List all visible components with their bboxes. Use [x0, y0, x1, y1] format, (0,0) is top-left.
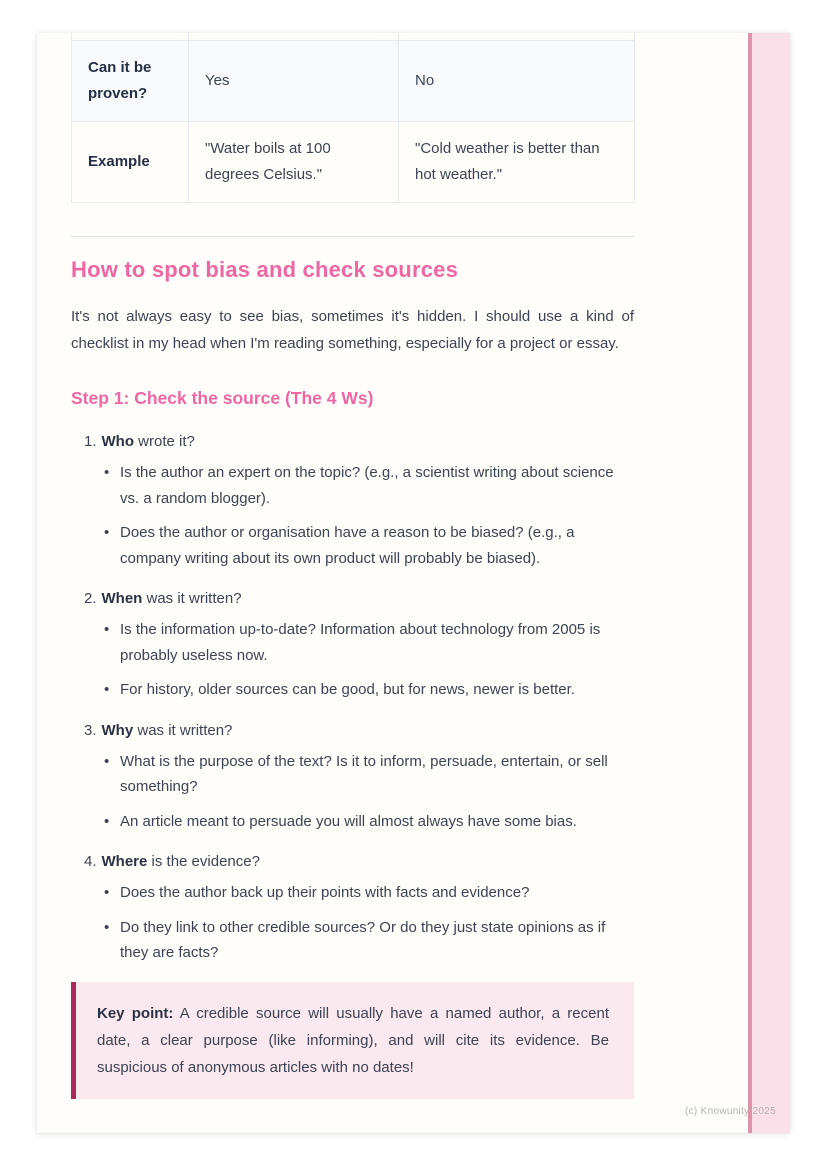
keyword: Where [101, 853, 148, 870]
bullet-icon: • [104, 884, 110, 901]
bullet-item [104, 915, 634, 966]
list-number: 3. [84, 721, 97, 739]
bullet-text: Does the author or organisation have a reason to be biased? (e.g., a company writing about its own product will probably be biased). [120, 524, 575, 567]
checklist-item-when [71, 586, 634, 703]
table-row-proven [72, 41, 635, 122]
bullet-item [104, 749, 634, 800]
table-header-cell: Can it be proven? [72, 41, 189, 122]
bullet-item [104, 809, 634, 835]
table-cell-opinion: "Cold weather is better than hot weather." [399, 122, 635, 203]
keyword: When [101, 590, 143, 607]
bullet-item [104, 617, 634, 668]
bullet-text: Is the author an expert on the topic? (e.g., a scientist writing about science vs. a random blogger). [120, 464, 614, 507]
key-point-callout [71, 982, 634, 1099]
checklist-item-heading [84, 429, 634, 455]
section-heading: How to spot bias and check sources [71, 257, 459, 282]
table-row-example [72, 122, 635, 203]
step-heading: Step 1: Check the source (The 4 Ws) [71, 388, 374, 408]
page-edge-stripe [748, 33, 790, 1133]
checklist-item-where [71, 849, 634, 966]
copyright-notice: (c) Knowunity 2025 [684, 1106, 776, 1117]
checklist-item-who [71, 429, 634, 571]
bullet-icon: • [104, 681, 110, 698]
checklist-item-heading [84, 849, 634, 875]
keyword: Who [101, 433, 134, 450]
bullet-icon: • [104, 464, 110, 481]
keyword-rest: is the evidence? [147, 853, 260, 870]
bullet-icon: • [104, 524, 110, 541]
keyword-rest: wrote it? [134, 433, 195, 450]
section-divider [71, 236, 634, 237]
document-page [37, 33, 790, 1133]
table-header-cell: Example [72, 122, 189, 203]
keyword-rest: was it written? [133, 721, 233, 739]
checklist-item-heading [84, 586, 634, 612]
fact-opinion-table [71, 33, 635, 203]
bullet-item [104, 880, 634, 906]
bullet-icon: • [104, 752, 110, 770]
table-row-clipped [72, 33, 635, 41]
bullet-text: An article meant to persuade you will almost always have some bias. [120, 812, 577, 830]
intro-paragraph: It's not always easy to see bias, sometimes it's hidden. I should use a kind of checklist in my head when I'm reading something, especially for a project or essay. [71, 308, 634, 352]
bullet-text: Do they link to other credible sources? Or do they just state opinions as if they are facts? [120, 918, 606, 961]
table-cell-fact: "Water boils at 100 degrees Celsius." [189, 122, 399, 203]
bullet-icon: • [104, 621, 110, 638]
bullet-icon: • [104, 812, 110, 830]
table-cell-opinion: No [399, 41, 635, 122]
bullet-text: For history, older sources can be good, but for news, newer is better. [120, 681, 575, 698]
checklist-item-heading [84, 718, 634, 744]
bullet-item [104, 460, 634, 511]
bullet-text: What is the purpose of the text? Is it to inform, persuade, entertain, or sell something? [120, 752, 608, 795]
page-content [71, 33, 634, 1099]
checklist-item-why [71, 718, 634, 835]
bullet-icon: • [104, 918, 110, 936]
callout-text: A credible source will usually have a named author, a recent date, a clear purpose (like informing), and will cite its evidence. Be suspicious of anonymous articles with no dates! [97, 1004, 609, 1076]
table-cell-fact: Yes [189, 41, 399, 122]
bullet-text: Is the information up-to-date? Information about technology from 2005 is probably useless now. [120, 621, 601, 664]
bullet-text: Does the author back up their points with facts and evidence? [120, 884, 530, 901]
bullet-item [104, 677, 634, 703]
list-number: 4. [84, 853, 97, 870]
checklist [71, 429, 634, 966]
keyword: Why [101, 721, 134, 739]
list-number: 2. [84, 590, 97, 607]
bullet-item [104, 520, 634, 571]
callout-label: Key point: [97, 1004, 174, 1022]
keyword-rest: was it written? [142, 590, 242, 607]
list-number: 1. [84, 433, 97, 450]
